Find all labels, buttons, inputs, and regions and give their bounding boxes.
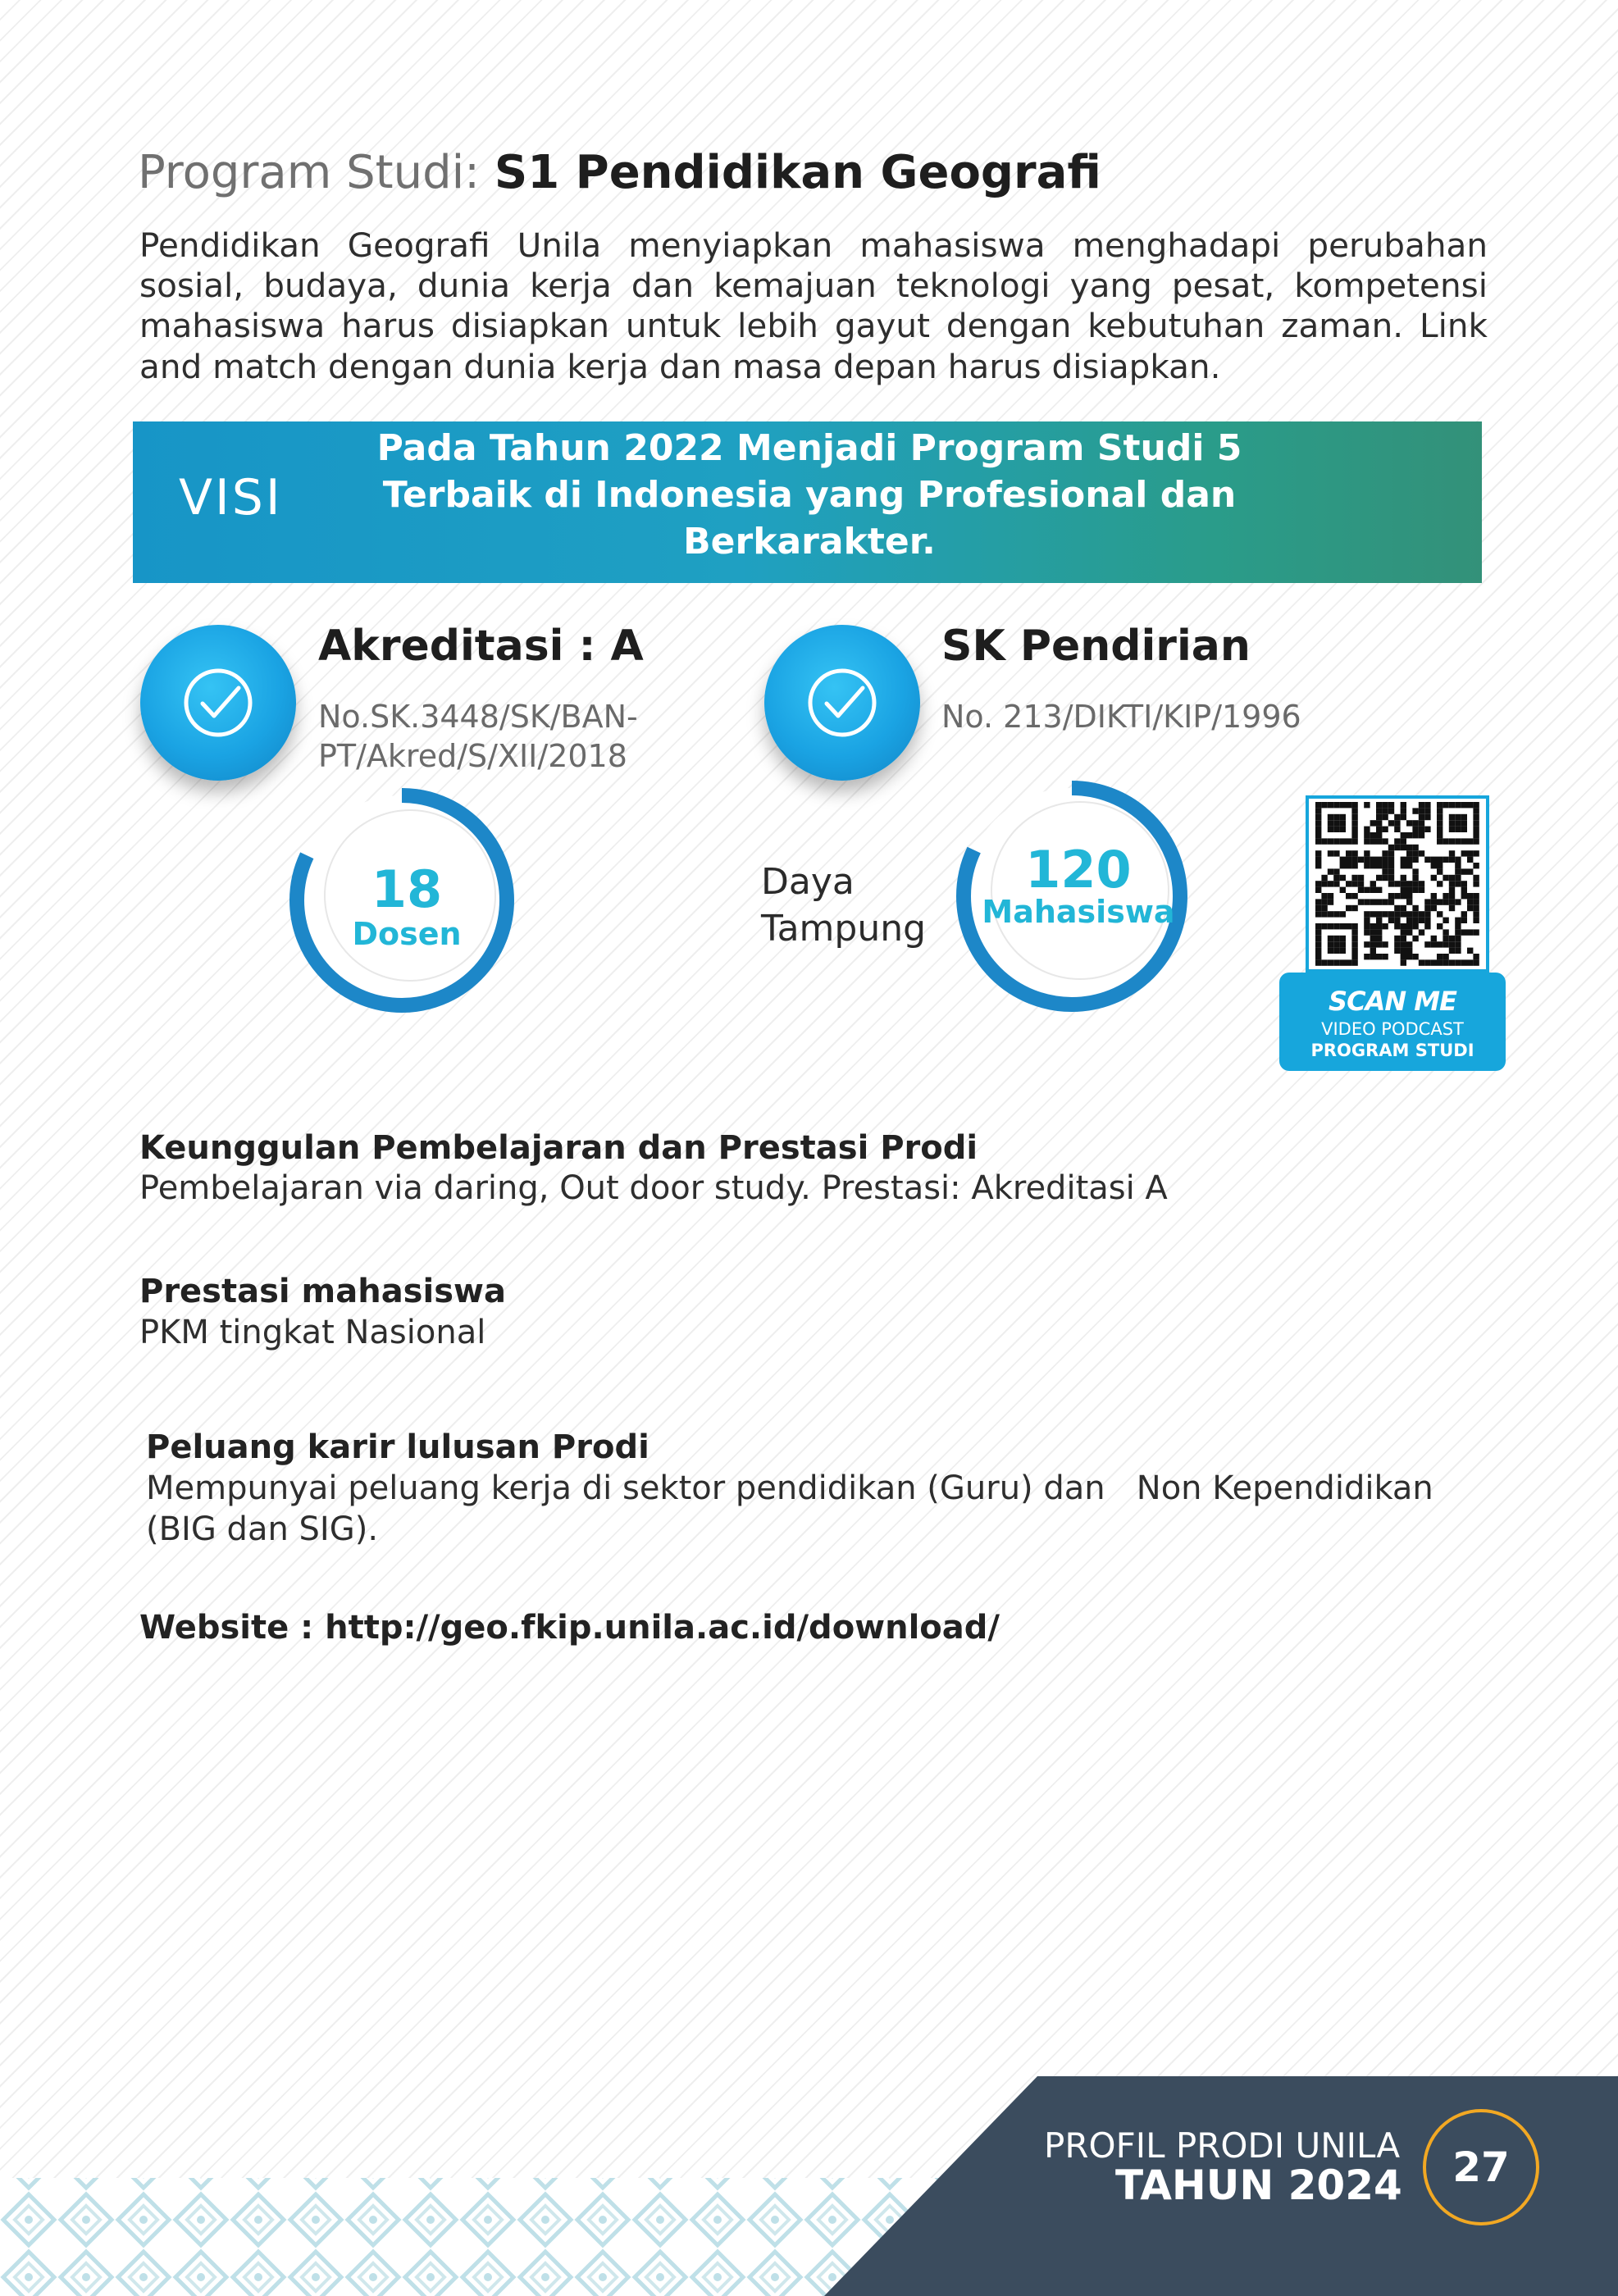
page-title (138, 146, 1101, 199)
karir-line: Mempunyai peluang kerja di sektor pendidikan (Guru) dan Non Kependidikan (146, 1469, 1433, 1507)
sk-pendirian-number: No. 213/DIKTI/KIP/1996 (941, 699, 1301, 735)
keunggulan-heading: Keunggulan Pembelajaran dan Prestasi Prodi (139, 1129, 978, 1167)
scan-me-badge[interactable] (1279, 973, 1506, 1071)
akreditasi-sk-number (318, 697, 638, 776)
footer-year: TAHUN 2024 (1115, 2162, 1402, 2209)
prestasi-text: PKM tingkat Nasional (139, 1314, 486, 1351)
daya-tampung-line: Tampung (761, 908, 927, 950)
website-row (139, 1609, 1000, 1647)
intro-last-line: and match dengan dunia kerja dan masa depan harus disiapkan. (139, 347, 1221, 386)
intro-line: sosial, budaya, dunia kerja dan kemajuan teknologi yang pesat, kompetensi (139, 266, 1488, 305)
visi-line: Berkarakter. (683, 521, 936, 563)
keunggulan-text: Pembelajaran via daring, Out door study. Prestasi: Akreditasi A (139, 1169, 1168, 1207)
check-circle-icon (181, 666, 255, 740)
scan-me-label: SCAN ME (1329, 986, 1456, 1017)
visi-label: VISI (179, 469, 283, 526)
akreditasi-sk-line: PT/Akred/S/XII/2018 (318, 738, 627, 774)
qr-code[interactable] (1309, 799, 1486, 969)
visi-statement (361, 425, 1258, 565)
intro-line: Pendidikan Geografi Unila menyiapkan mahasiswa menghadapi perubahan (139, 226, 1488, 265)
prestasi-heading: Prestasi mahasiswa (139, 1273, 506, 1310)
karir-text (146, 1468, 1491, 1550)
sk-pendirian-check-badge (764, 625, 920, 781)
sk-pendirian-title: SK Pendirian (941, 622, 1251, 671)
akreditasi-title: Akreditasi : A (318, 622, 644, 671)
qr-code-card[interactable] (1306, 795, 1489, 973)
title-prefix: Program Studi: (138, 146, 481, 199)
visi-line: Pada Tahun 2022 Menjadi Program Studi 5 (376, 427, 1242, 469)
intro-paragraph (139, 226, 1488, 346)
page-number: 27 (1423, 2109, 1539, 2225)
daya-tampung-label (761, 859, 926, 952)
karir-line: (BIG dan SIG). (146, 1510, 379, 1548)
daya-tampung-unit: Mahasiswa (982, 894, 1175, 930)
scan-me-line: VIDEO PODCAST (1321, 1019, 1464, 1039)
website-label: Website : (139, 1609, 314, 1647)
scan-me-line: PROGRAM STUDI (1310, 1041, 1474, 1060)
karir-heading: Peluang karir lulusan Prodi (146, 1428, 649, 1466)
dosen-count: 18 (371, 859, 443, 919)
website-link[interactable]: http://geo.fkip.unila.ac.id/download/ (325, 1609, 1000, 1647)
footer-publication: PROFIL PRODI UNILA (1044, 2125, 1401, 2166)
dosen-stat (325, 859, 489, 952)
akreditasi-sk-line: No.SK.3448/SK/BAN- (318, 699, 638, 735)
visi-line: Terbaik di Indonesia yang Profesional dan (382, 474, 1237, 516)
intro-line: mahasiswa harus disiapkan untuk lebih gayut dengan kebutuhan zaman. Link (139, 306, 1488, 345)
check-circle-icon (805, 666, 879, 740)
dosen-label: Dosen (352, 916, 462, 952)
daya-tampung-count: 120 (1025, 840, 1132, 900)
title-program-name: S1 Pendidikan Geografi (494, 146, 1101, 199)
daya-tampung-line: Daya (761, 861, 855, 903)
daya-tampung-stat (976, 840, 1181, 930)
akreditasi-check-badge (140, 625, 296, 781)
